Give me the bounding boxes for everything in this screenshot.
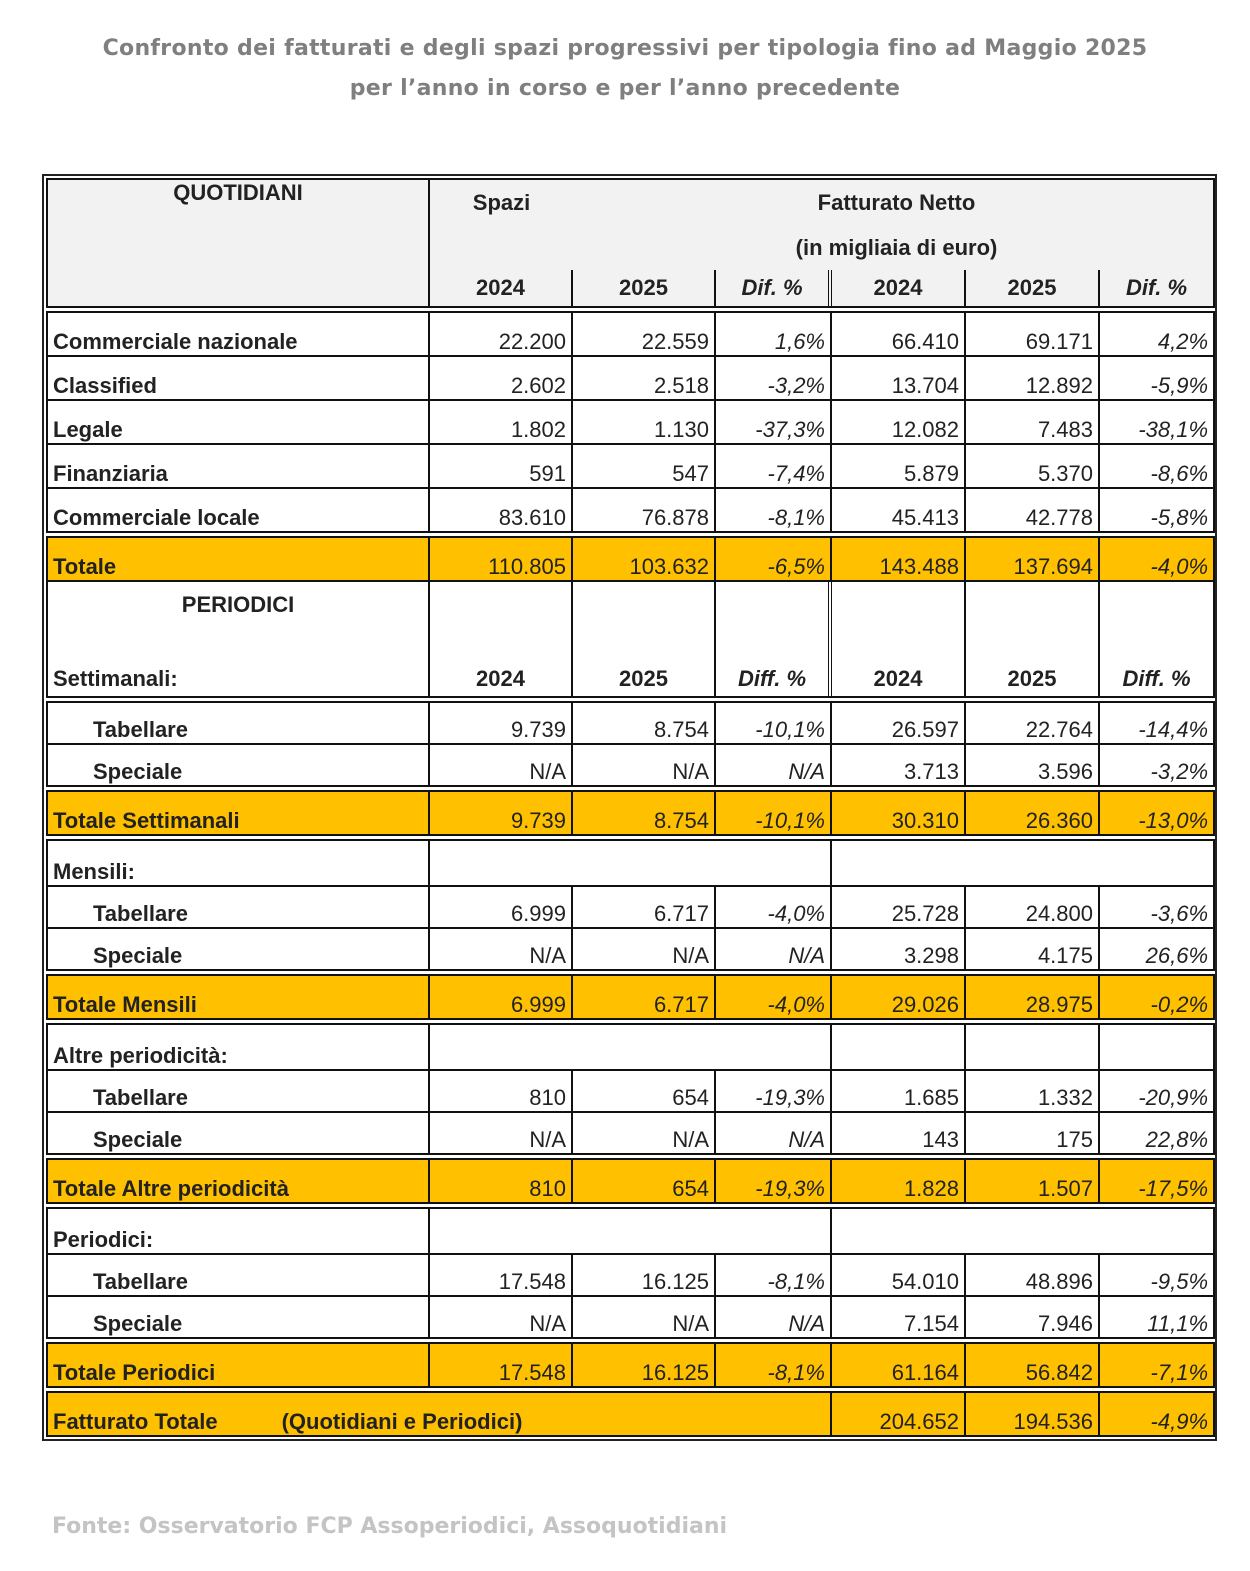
cell-spazi-dif: N/A	[715, 1112, 831, 1154]
per-spazi-diff-col	[716, 582, 832, 696]
cell-fatt-dif: 11,1%	[1099, 1296, 1214, 1338]
cell-fatt-2025: 22.764	[965, 702, 1099, 744]
cell-fatt-2024: 1.828	[831, 1159, 965, 1203]
cell-spazi-2024: 1.802	[429, 400, 572, 444]
row-label: Totale Mensili	[47, 975, 429, 1019]
page-title: Confronto dei fatturati e degli spazi progressivi per tipologia fino ad Maggio 2025	[102, 36, 1148, 61]
cell-spazi-dif: -7,4%	[715, 444, 831, 488]
per-fatt-2025: 2025	[1007, 666, 1057, 691]
cell-spazi-2025: 547	[572, 444, 715, 488]
group-row	[47, 1208, 1214, 1254]
cell-spazi-2025: 8.754	[572, 791, 715, 835]
group-row	[47, 840, 1214, 886]
header-row	[47, 179, 1214, 307]
group-label: Altre periodicità:	[47, 1024, 429, 1070]
cell-fatt-dif: -13,0%	[1099, 791, 1214, 835]
total-row	[47, 1343, 1214, 1387]
cell-fatt-2025: 137.694	[965, 537, 1099, 581]
cell-fatt-2025: 24.800	[965, 886, 1099, 928]
periodici-header-row	[47, 581, 1214, 697]
cell-fatt-2025: 5.370	[965, 444, 1099, 488]
cell-spazi-2025: 6.717	[572, 975, 715, 1019]
group-empty-spazi	[429, 840, 831, 886]
cell-spazi-dif: N/A	[715, 928, 831, 970]
cell-fatt-2025: 7.946	[965, 1296, 1099, 1338]
header-fatt-2025: 2025	[966, 270, 1100, 306]
cell-fatt-2024: 30.310	[831, 791, 965, 835]
cell-fatt-dif: -0,2%	[1099, 975, 1214, 1019]
row-label: Totale	[47, 537, 429, 581]
cell-spazi-2025: N/A	[572, 928, 715, 970]
per-fatt-diff: Diff. %	[1122, 666, 1191, 691]
cell-spazi-2024: N/A	[429, 1296, 572, 1338]
cell-spazi-2024: 6.999	[429, 975, 572, 1019]
cell-fatt-2025: 56.842	[965, 1343, 1099, 1387]
cell-fatt-2024: 29.026	[831, 975, 965, 1019]
group-row	[47, 1024, 1214, 1070]
row-label: Tabellare	[47, 1254, 429, 1296]
group-label: Periodici:	[47, 1208, 429, 1254]
table-row	[47, 744, 1214, 786]
grand-total-fatt-2024: 204.652	[831, 1392, 965, 1436]
cell-fatt-2024: 66.410	[831, 312, 965, 356]
table-row	[47, 886, 1214, 928]
cell-spazi-2025: 76.878	[572, 488, 715, 532]
grand-total-label-cell	[47, 1392, 831, 1436]
per-fatt-2024: 2024	[873, 666, 923, 691]
group-empty-spazi	[429, 1024, 831, 1070]
cell-spazi-2025: 16.125	[572, 1254, 715, 1296]
cell-fatt-2025: 3.596	[965, 744, 1099, 786]
header-spazi-2024: 2024	[430, 270, 573, 306]
cell-fatt-dif: 26,6%	[1099, 928, 1214, 970]
page-subtitle: per l’anno in corso e per l’anno precedente	[349, 76, 901, 101]
cell-spazi-2025: 654	[572, 1159, 715, 1203]
cell-spazi-dif: -8,1%	[715, 488, 831, 532]
table-row	[47, 488, 1214, 532]
cell-fatt-2025: 42.778	[965, 488, 1099, 532]
row-label: Commerciale locale	[47, 488, 429, 532]
cell-spazi-dif: -4,0%	[715, 886, 831, 928]
cell-spazi-2024: 591	[429, 444, 572, 488]
row-label: Totale Settimanali	[47, 791, 429, 835]
row-label: Classified	[47, 356, 429, 400]
cell-spazi-dif: -19,3%	[715, 1159, 831, 1203]
cell-spazi-2024: 110.805	[429, 537, 572, 581]
cell-fatt-2024: 25.728	[831, 886, 965, 928]
row-label: Tabellare	[47, 702, 429, 744]
cell-spazi-2024: N/A	[429, 928, 572, 970]
row-label: Tabellare	[47, 886, 429, 928]
cell-spazi-dif: -6,5%	[715, 537, 831, 581]
cell-spazi-dif: 1,6%	[715, 312, 831, 356]
cell-fatt-2024: 54.010	[831, 1254, 965, 1296]
cell-fatt-2025: 175	[965, 1112, 1099, 1154]
cell-spazi-2025: 654	[572, 1070, 715, 1112]
header-years	[430, 270, 1213, 306]
group-empty-fatt	[831, 1208, 1214, 1254]
cell-spazi-dif: -19,3%	[715, 1070, 831, 1112]
cell-spazi-2025: 22.559	[572, 312, 715, 356]
group-empty-f25	[965, 1024, 1099, 1070]
cell-spazi-2025: N/A	[572, 1112, 715, 1154]
cell-fatt-2024: 143.488	[831, 537, 965, 581]
per-spazi-2024: 2024	[476, 666, 525, 691]
data-table	[46, 178, 1215, 1437]
header-fatturato: Fatturato Netto	[817, 190, 976, 215]
total-row	[47, 975, 1214, 1019]
cell-spazi-dif: -37,3%	[715, 400, 831, 444]
table-row	[47, 1070, 1214, 1112]
cell-fatt-2025: 1.332	[965, 1070, 1099, 1112]
source-note: Fonte: Osservatorio FCP Assoperiodici, Assoquotidiani	[52, 1514, 728, 1539]
per-fatt-2024-col	[832, 582, 966, 696]
table-row	[47, 928, 1214, 970]
row-label: Totale Altre periodicità	[47, 1159, 429, 1203]
cell-spazi-2025: 8.754	[572, 702, 715, 744]
per-spazi-2025: 2025	[619, 666, 668, 691]
table-row	[47, 356, 1214, 400]
grand-total-note: (Quotidiani e Periodici)	[281, 1409, 523, 1434]
periodici-header-left	[47, 581, 429, 697]
cell-fatt-dif: 4,2%	[1099, 312, 1214, 356]
group-empty-fatt	[831, 840, 1214, 886]
cell-fatt-2024: 45.413	[831, 488, 965, 532]
total-row	[47, 791, 1214, 835]
cell-fatt-2025: 69.171	[965, 312, 1099, 356]
table-row	[47, 444, 1214, 488]
cell-spazi-dif: -4,0%	[715, 975, 831, 1019]
cell-fatt-2025: 26.360	[965, 791, 1099, 835]
cell-fatt-2024: 143	[831, 1112, 965, 1154]
cell-fatt-dif: -5,8%	[1099, 488, 1214, 532]
cell-spazi-2025: 6.717	[572, 886, 715, 928]
cell-spazi-2024: 6.999	[429, 886, 572, 928]
cell-fatt-2025: 7.483	[965, 400, 1099, 444]
cell-fatt-2025: 12.892	[965, 356, 1099, 400]
periodici-header-years	[430, 582, 1213, 696]
cell-fatt-dif: -3,2%	[1099, 744, 1214, 786]
cell-spazi-dif: -3,2%	[715, 356, 831, 400]
cell-fatt-2024: 5.879	[831, 444, 965, 488]
row-label: Commerciale nazionale	[47, 312, 429, 356]
cell-fatt-dif: -8,6%	[1099, 444, 1214, 488]
cell-fatt-2024: 1.685	[831, 1070, 965, 1112]
cell-fatt-2024: 3.713	[831, 744, 965, 786]
header-spazi: Spazi	[472, 190, 531, 215]
cell-spazi-2025: N/A	[572, 744, 715, 786]
row-label: Speciale	[47, 744, 429, 786]
cell-spazi-2024: 9.739	[429, 702, 572, 744]
row-label: Finanziaria	[47, 444, 429, 488]
cell-fatt-dif: -7,1%	[1099, 1343, 1214, 1387]
cell-spazi-2024: N/A	[429, 744, 572, 786]
cell-spazi-2024: 2.602	[429, 356, 572, 400]
grand-total-row	[47, 1392, 1214, 1436]
cell-spazi-dif: -10,1%	[715, 702, 831, 744]
cell-fatt-dif: -20,9%	[1099, 1070, 1214, 1112]
cell-spazi-2024: 17.548	[429, 1343, 572, 1387]
cell-spazi-dif: -8,1%	[715, 1343, 831, 1387]
per-fatt-diff-col	[1100, 582, 1213, 696]
row-label: Tabellare	[47, 1070, 429, 1112]
grand-total-fatt-2025: 194.536	[965, 1392, 1099, 1436]
cell-fatt-dif: -17,5%	[1099, 1159, 1214, 1203]
table-row	[47, 1112, 1214, 1154]
group-empty-spazi	[429, 1208, 831, 1254]
cell-fatt-dif: 22,8%	[1099, 1112, 1214, 1154]
cell-fatt-dif: -38,1%	[1099, 400, 1214, 444]
grand-total-fatt-dif: -4,9%	[1099, 1392, 1214, 1436]
total-row	[47, 537, 1214, 581]
cell-spazi-2024: 17.548	[429, 1254, 572, 1296]
settimanali-group-label: Settimanali:	[53, 666, 178, 691]
header-fatturato-sub: (in migliaia di euro)	[795, 235, 998, 260]
cell-spazi-2025: 16.125	[572, 1343, 715, 1387]
cell-spazi-2025: 2.518	[572, 356, 715, 400]
per-fatt-2025-col	[966, 582, 1100, 696]
table-row	[47, 1296, 1214, 1338]
cell-fatt-dif: -4,0%	[1099, 537, 1214, 581]
cell-spazi-2024: 22.200	[429, 312, 572, 356]
cell-fatt-2025: 4.175	[965, 928, 1099, 970]
cell-spazi-dif: -10,1%	[715, 791, 831, 835]
per-spazi-2024-col	[430, 582, 573, 696]
cell-spazi-2025: 1.130	[572, 400, 715, 444]
header-fatt-dif: Dif. %	[1125, 275, 1188, 300]
cell-fatt-dif: -14,4%	[1099, 702, 1214, 744]
cell-spazi-2024: 810	[429, 1070, 572, 1112]
per-spazi-2025-col	[573, 582, 716, 696]
cell-fatt-dif: -5,9%	[1099, 356, 1214, 400]
group-empty-f24	[831, 1024, 965, 1070]
cell-fatt-2024: 3.298	[831, 928, 965, 970]
cell-spazi-2024: 9.739	[429, 791, 572, 835]
cell-fatt-2024: 7.154	[831, 1296, 965, 1338]
cell-fatt-2025: 1.507	[965, 1159, 1099, 1203]
table-row	[47, 400, 1214, 444]
cell-spazi-dif: -8,1%	[715, 1254, 831, 1296]
group-label: Mensili:	[47, 840, 429, 886]
header-quotidiani: QUOTIDIANI	[47, 179, 429, 307]
cell-fatt-2025: 48.896	[965, 1254, 1099, 1296]
cell-fatt-2024: 61.164	[831, 1343, 965, 1387]
row-label: Legale	[47, 400, 429, 444]
cell-fatt-2024: 13.704	[831, 356, 965, 400]
cell-spazi-2024: N/A	[429, 1112, 572, 1154]
header-spazi-dif: Dif. %	[716, 270, 832, 306]
cell-spazi-2024: 83.610	[429, 488, 572, 532]
row-label: Speciale	[47, 928, 429, 970]
header-fatt-2024: 2024	[832, 270, 966, 306]
cell-fatt-dif: -9,5%	[1099, 1254, 1214, 1296]
table-row	[47, 312, 1214, 356]
table-row	[47, 702, 1214, 744]
cell-fatt-2024: 26.597	[831, 702, 965, 744]
grand-total-label: Fatturato Totale	[53, 1409, 218, 1434]
cell-spazi-2024: 810	[429, 1159, 572, 1203]
periodici-header-right	[429, 581, 1214, 697]
header-right	[429, 179, 1214, 307]
table-row	[47, 1254, 1214, 1296]
cell-spazi-dif: N/A	[715, 744, 831, 786]
cell-fatt-2024: 12.082	[831, 400, 965, 444]
cell-spazi-2025: N/A	[572, 1296, 715, 1338]
cell-fatt-2025: 28.975	[965, 975, 1099, 1019]
cell-fatt-dif: -3,6%	[1099, 886, 1214, 928]
header-spazi-2025: 2025	[573, 270, 716, 306]
per-spazi-diff: Diff. %	[737, 666, 807, 691]
row-label: Speciale	[47, 1296, 429, 1338]
cell-spazi-2025: 103.632	[572, 537, 715, 581]
periodici-section-title: PERIODICI	[181, 592, 295, 617]
group-empty-fd	[1099, 1024, 1214, 1070]
total-row	[47, 1159, 1214, 1203]
cell-spazi-dif: N/A	[715, 1296, 831, 1338]
row-label: Totale Periodici	[47, 1343, 429, 1387]
row-label: Speciale	[47, 1112, 429, 1154]
